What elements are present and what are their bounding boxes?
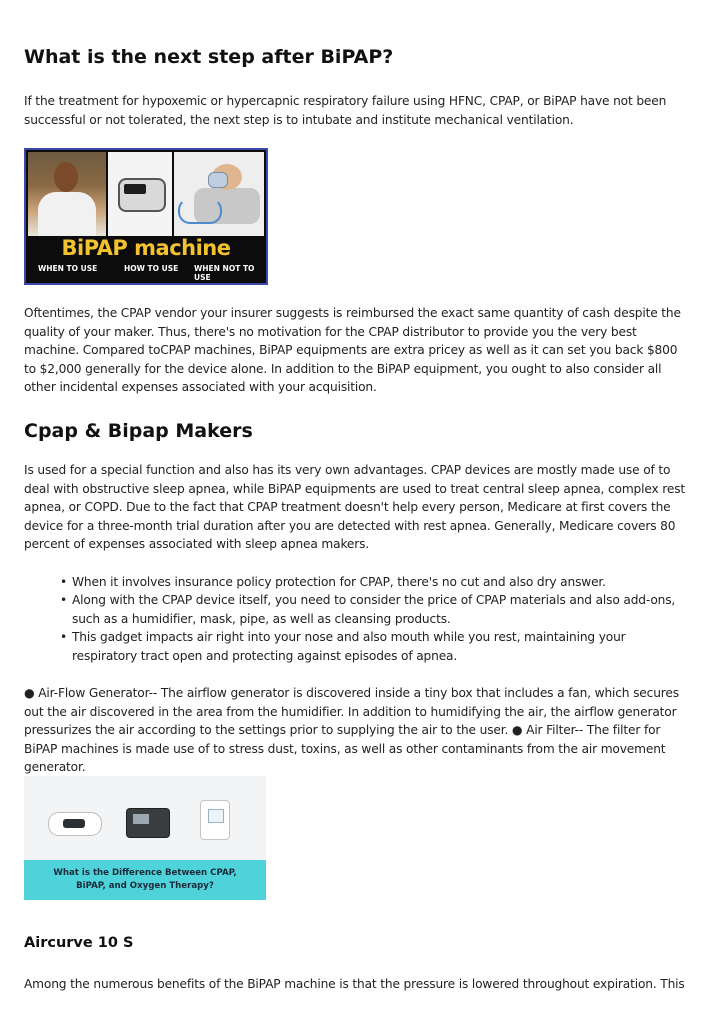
image-banner [24, 860, 266, 900]
bipap-machine-image [24, 148, 268, 285]
paragraph-cost: Oftentimes, the CPAP vendor your insurer suggests is reimbursed the exact same quantity of cash despite the quality of your maker. Thus, there's no motivation for the CPAP distributor to provide you the very best machine. Compared toCPAP machines, BiPAP equipments are extra pricey as well as it can set you back $800 to $2,000 generally for the device alone. In addition to the BiPAP equipment, you ought to also consider all other incidental expenses associated with your acquisition. [24, 306, 681, 395]
paragraph-components: ● Air-Flow Generator-- The airflow generator is discovered inside a tiny box that includes a fan, which secures out the air discovered in the area from the humidifier. In addition to humidifying the air, the airflow generator pressurizes the air according to the settings prior to supplying the air to the user. ● Air Filter-- The filter for BiPAP machines is made use of to stress dust, toxins, as well as other contaminants from the air movement generator. [24, 686, 679, 775]
intro-paragraph: If the treatment for hypoxemic or hypercapnic respiratory failure using HFNC, CPAP, or BiPAP have not been successful or not tolerated, the next step is to intubate and institute mechanical ventilation. [24, 94, 667, 127]
bullet-list [24, 573, 684, 665]
image-label-when-not-to-use: WHEN NOT TO USE [194, 264, 255, 282]
list-item: • When it involves insurance policy protection for CPAP, there's no cut and also dry answer. [60, 575, 606, 589]
section-heading-makers: Cpap & Bipap Makers [24, 420, 253, 442]
image-label-when-to-use: WHEN TO USE [38, 264, 98, 273]
bipap-device-photo [126, 808, 170, 838]
bipap-device-photo [108, 152, 172, 236]
image-banner-text: What is the Difference Between CPAP, BiPAP, and Oxygen Therapy? [53, 868, 237, 891]
paragraph-uses: Is used for a special function and also has its very own advantages. CPAP devices are mostly made use of to deal with obstructive sleep apnea, while BiPAP equipments are used to treat central sleep apnea, complex rest apnea, or COPD. Due to the fact that CPAP treatment doesn't help every person, Medicare at first covers the device for a three-month trial duration after you are detected with rest apnea. Generally, Medicare covers 80 percent of expenses associated with sleep apnea makers. [24, 463, 686, 552]
image-label-how-to-use: HOW TO USE [124, 264, 179, 273]
paragraph-aircurve: Among the numerous benefits of the BiPAP machine is that the pressure is lowered throughout expiration. This [24, 977, 685, 991]
list-item: • This gadget impacts air right into your nose and also mouth while you rest, maintaining your respiratory tract open and protecting against episodes of apnea. [60, 630, 626, 663]
article-title: What is the next step after BiPAP? [24, 46, 394, 68]
oxygen-concentrator-photo [200, 800, 230, 840]
image-title: BiPAP machine [61, 236, 231, 260]
doctor-photo [28, 152, 106, 236]
cpap-bipap-oxygen-image [24, 776, 266, 900]
section-heading-aircurve: Aircurve 10 S [24, 935, 134, 951]
patient-mask-photo [174, 152, 264, 236]
list-item: • Along with the CPAP device itself, you need to consider the price of CPAP materials and also add-ons, such as a humidifier, mask, pipe, as well as cleansing products. [60, 593, 676, 626]
cpap-device-photo [48, 812, 102, 836]
